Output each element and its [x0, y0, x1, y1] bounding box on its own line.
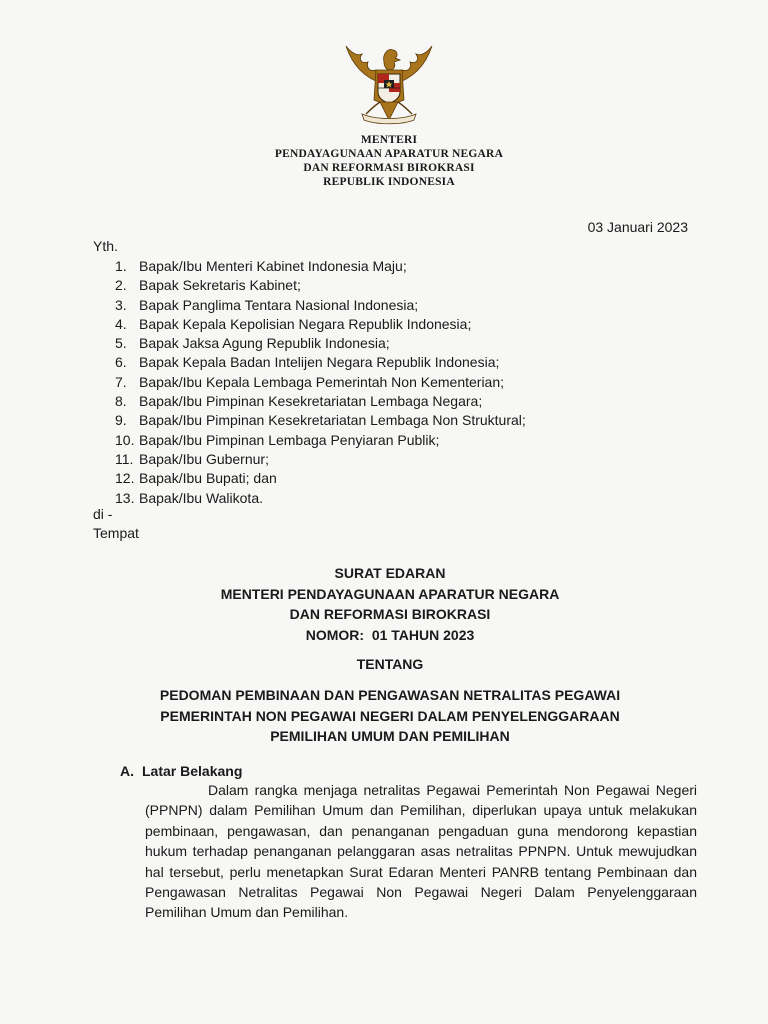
recipient-number: 11. — [115, 450, 134, 467]
recipient-text: Bapak/Ibu Kepala Lembaga Pemerintah Non Kementerian; — [139, 373, 505, 390]
recipient-text: Bapak Kepala Kepolisian Negara Republik Indonesia; — [139, 315, 472, 332]
ministry-header — [200, 133, 578, 189]
recipient-number: 3. — [115, 296, 127, 313]
recipient-number: 7. — [115, 373, 127, 390]
recipient-item — [115, 257, 526, 276]
recipient-item — [115, 431, 526, 450]
title-line-2: MENTERI PENDAYAGUNAAN APARATUR NEGARA — [220, 585, 560, 602]
recipient-text: Bapak/Ibu Pimpinan Kesekretariatan Lembaga Negara; — [139, 393, 483, 410]
recipient-number: 1. — [115, 258, 127, 274]
section-a-heading — [120, 763, 242, 779]
subject-title — [100, 685, 680, 747]
recipient-text: Bapak/Ibu Pimpinan Lembaga Penyiaran Publik; — [139, 431, 440, 448]
title-line-1: SURAT EDARAN — [334, 565, 446, 581]
header-line-1: MENTERI — [360, 134, 418, 146]
header-line-2: PENDAYAGUNAAN APARATUR NEGARA — [274, 148, 504, 160]
section-title: Latar Belakang — [142, 763, 243, 779]
recipient-text: Bapak/Ibu Gubernur; — [139, 450, 269, 467]
recipient-item — [115, 334, 526, 353]
recipient-list — [115, 257, 526, 508]
recipient-text: Bapak Sekretaris Kabinet; — [139, 277, 301, 294]
recipient-text: Bapak/Ibu Menteri Kabinet Indonesia Maju; — [139, 258, 407, 274]
title-line-3: DAN REFORMASI BIROKRASI — [289, 606, 491, 622]
section-a-paragraph: Dalam rangka menjaga netralitas Pegawai Pemerintah Non Pegawai Negeri (PPNPN) dalam Pemilihan Umum dan Pemilihan, diperlukan upaya untuk melakukan pembinaan, pengawasan, dan penanganan pengaduan guna mendorong kepastian hukum terhadap penanganan pelanggaran asas netralitas PPNPN. Untuk mewujudkan hal tersebut, perlu menetapkan Surat Edaran Menteri PANRB tentang Pembinaan dan Pengawasan Netralitas Pegawai Non Pegawai Negeri Dalam Penyelenggaraan Pemilihan Umum dan Pemilihan. — [145, 782, 697, 921]
recipient-item — [115, 276, 526, 295]
title-number: NOMOR: 01 TAHUN 2023 — [305, 626, 475, 643]
recipient-item — [115, 469, 526, 488]
recipient-number: 5. — [115, 335, 127, 352]
recipient-text: Bapak/Ibu Bupati; dan — [139, 470, 277, 487]
recipient-item — [115, 373, 526, 392]
recipient-number: 13. — [115, 489, 135, 506]
recipient-number: 8. — [115, 393, 127, 410]
recipient-item — [115, 489, 526, 508]
recipient-item — [115, 392, 526, 411]
section-letter: A. — [120, 763, 134, 779]
recipient-text: Bapak/Ibu Pimpinan Kesekretariatan Lembaga Non Struktural; — [139, 412, 526, 429]
recipient-number: 2. — [115, 277, 127, 294]
recipient-item — [115, 296, 526, 315]
recipient-text: Bapak/Ibu Walikota. — [139, 489, 263, 506]
salutation: Yth. — [93, 238, 118, 254]
letter-date: 03 Januari 2023 — [587, 219, 688, 235]
tentang-label: TENTANG — [356, 656, 424, 672]
recipient-item — [115, 353, 526, 372]
subject-line-2: PEMERINTAH NON PEGAWAI NEGERI DALAM PENYELENGGARAAN — [160, 707, 620, 724]
recipient-item — [115, 450, 526, 469]
recipient-number: 6. — [115, 354, 127, 371]
recipient-number: 12. — [115, 470, 135, 487]
circular-title — [100, 563, 680, 645]
recipient-item — [115, 411, 526, 430]
recipient-number: 10. — [115, 431, 135, 448]
address-tempat: Tempat — [93, 525, 139, 541]
header-line-4: REPUBLIK INDONESIA — [323, 176, 455, 188]
recipient-number: 4. — [115, 315, 127, 332]
garuda-emblem-icon — [340, 40, 438, 128]
recipient-text: Bapak Panglima Tentara Nasional Indonesia; — [139, 296, 419, 313]
recipient-text: Bapak Kepala Badan Intelijen Negara Republik Indonesia; — [139, 354, 500, 371]
header-line-3: DAN REFORMASI BIROKRASI — [303, 162, 475, 174]
subject-line-1: PEDOMAN PEMBINAAN DAN PENGAWASAN NETRALITAS PEGAWAI — [159, 687, 621, 703]
recipient-text: Bapak Jaksa Agung Republik Indonesia; — [139, 335, 390, 352]
subject-line-3: PEMILIHAN UMUM DAN PEMILIHAN — [270, 728, 510, 744]
recipient-item — [115, 315, 526, 334]
recipient-number: 9. — [115, 412, 127, 429]
address-di: di - — [93, 506, 113, 522]
